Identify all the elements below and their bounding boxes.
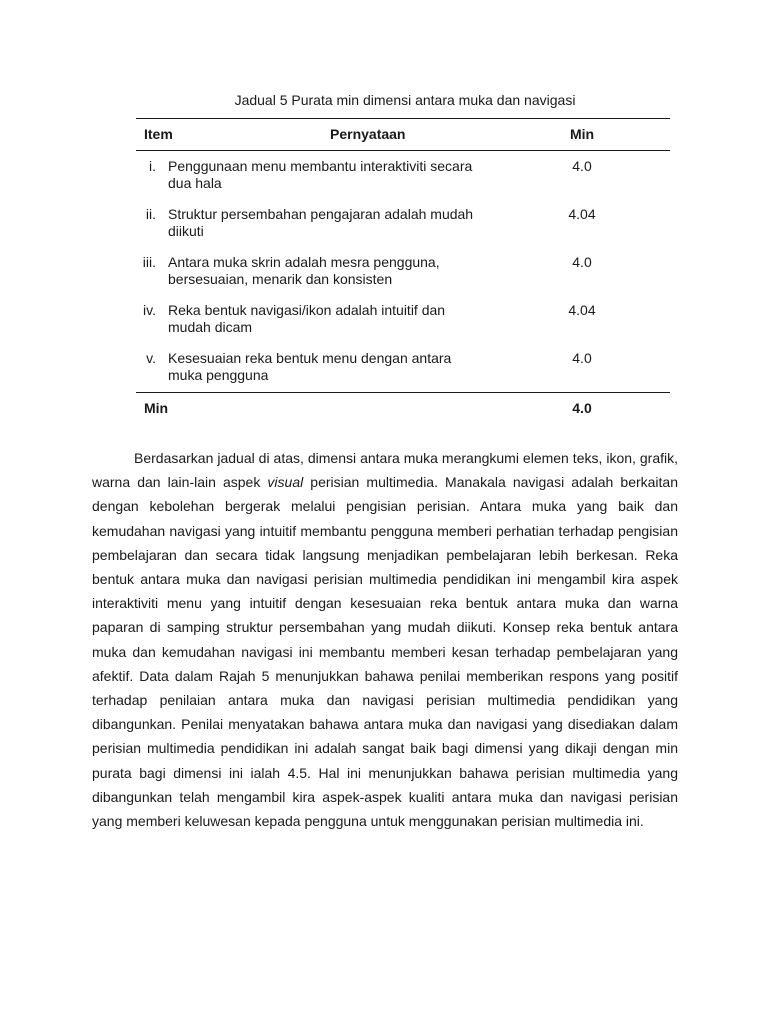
row-statement: Penggunaan menu membantu interaktiviti secara dua hala — [168, 158, 473, 191]
table-top-rule — [136, 118, 670, 119]
row-number: iii. — [142, 254, 156, 270]
row-number: v. — [146, 350, 156, 366]
row-min: 4.0 — [572, 350, 592, 366]
footer-label: Min — [144, 400, 169, 416]
paragraph-part-1: Berdasarkan jadual di atas, dimensi antara muka merangkumi elemen teks, ikon, grafik, warna dan lain-lain aspek — [92, 450, 678, 491]
table-caption: Jadual 5 Purata min dimensi antara muka dan navigasi — [234, 92, 576, 108]
table-row — [136, 206, 670, 246]
table-row — [136, 350, 670, 390]
row-min: 4.04 — [568, 206, 596, 222]
row-min: 4.04 — [568, 302, 596, 318]
row-statement: Reka bentuk navigasi/ikon adalah intuitif dan mudah dicam — [168, 302, 446, 335]
table-header-rule — [136, 150, 670, 151]
row-statement: Antara muka skrin adalah mesra pengguna, bersesuaian, menarik dan konsisten — [168, 254, 440, 287]
table-row — [136, 254, 670, 294]
paragraph-italic-word: visual — [267, 474, 304, 491]
row-statement: Struktur persembahan pengajaran adalah mudah diikuti — [168, 206, 474, 239]
row-number: ii. — [145, 206, 156, 222]
row-min: 4.0 — [572, 254, 592, 270]
row-min: 4.0 — [572, 158, 592, 174]
row-number: iv. — [143, 302, 156, 318]
footer-value: 4.0 — [572, 400, 592, 416]
table-row — [136, 302, 670, 342]
header-statement: Pernyataan — [330, 126, 406, 142]
header-min: Min — [570, 126, 595, 142]
row-statement: Kesesuaian reka bentuk menu dengan antara muka pengguna — [168, 350, 452, 383]
table-row — [136, 158, 670, 198]
header-item: Item — [144, 126, 173, 142]
body-paragraph — [92, 446, 678, 833]
paragraph-part-2: perisian multimedia. Manakala navigasi adalah berkaitan dengan kebolehan bergerak melalui pengisian perisian. Antara muka yang baik dan kemudahan navigasi yang intuitif membantu pengguna memberi perhatian terhadap pengisian pembelajaran dan secara tidak langsung menjadikan pembelajaran lebih berkesan. Reka bentuk antara muka dan navigasi perisian multimedia pendidikan ini mengambil kira aspek interaktiviti menu yang intuitif dengan kesesuaian reka bentuk antara muka dan warna paparan di samping struktur persembahan yang mudah diikuti. Konsep reka bentuk antara muka dan kemudahan navigasi ini membantu memberi kesan terhadap pembelajaran yang afektif. Data dalam Rajah 5 menunjukkan bahawa penilai memberikan respons yang positif terhadap penilaian antara muka dan navigasi perisian multimedia pendidikan yang dibangunkan. Penilai menyatakan bahawa antara muka dan navigasi yang disediakan dalam perisian multimedia pendidikan ini adalah sangat baik bagi dimensi yang dikaji dengan min purata bagi dimensi ini ialah 4.5. Hal ini menunjukkan bahawa perisian multimedia yang dibangunkan telah mengambil kira aspek-aspek kualiti antara muka dan navigasi perisian yang memberi keluwesan kepada pengguna untuk menggunakan perisian multimedia ini. — [92, 474, 678, 830]
table-footer-rule — [136, 392, 670, 393]
row-number: i. — [149, 158, 156, 174]
paragraph-text — [92, 446, 678, 833]
